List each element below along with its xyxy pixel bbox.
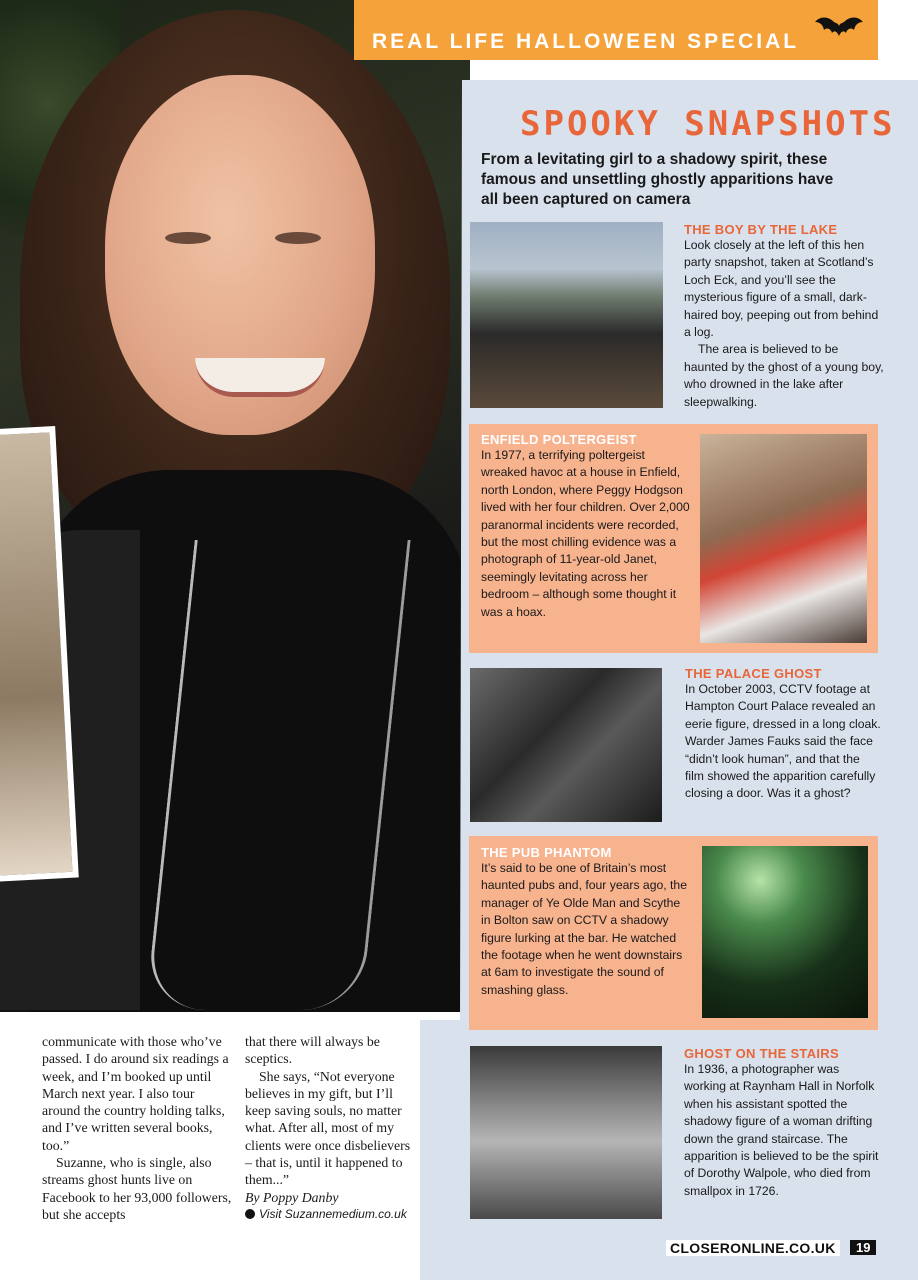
story-paragraph: The area is believed to be haunted by the ghost of a young boy, who drowned in the lake after sleepwalking. (684, 342, 884, 409)
banner-label: REAL LIFE HALLOWEEN SPECIAL (372, 30, 800, 53)
story-heading: THE BOY BY THE LAKE (684, 222, 838, 237)
byline: By Poppy Danby (245, 1189, 339, 1205)
story-heading: THE PUB PHANTOM (481, 845, 612, 860)
right-eye (275, 232, 321, 244)
story-paragraph: It’s said to be one of Britain’s most haunted pubs and, four years ago, the manager of Ye Olde Man and Scythe in Bolton saw on CCTV a shadowy figure lurking at the bar. He watched the footage when he went downstairs at 6am to investigate the sound of smashing glass. (481, 861, 687, 997)
story-heading: GHOST ON THE STAIRS (684, 1046, 839, 1061)
bat-icon (814, 10, 864, 52)
palace-photo (470, 668, 662, 822)
feature-title: SPOOKY SNAPSHOTS (520, 104, 896, 144)
story-stairs (684, 1046, 880, 1200)
smile (195, 358, 325, 397)
story-paragraph: In 1936, a photographer was working at Raynham Hall in Norfolk when his assistant spotted the shadowy figure of a woman drifting down the grand staircase. The apparition is believed to be the spirit of Dorothy Walpole, who died from smallpox in 1726. (684, 1062, 879, 1198)
enfield-photo (700, 434, 867, 643)
story-paragraph: In 1977, a terrifying poltergeist wreaked havoc at a house in Enfield, north London, where Peggy Hodgson lived with her four children. Over 2,000 paranormal incidents were recorded, but the most chilling evidence was a photograph of 11-year-old Janet, seemingly levitating across her bedroom – although some thought it was a hoax. (481, 448, 690, 619)
body-column-2 (245, 1033, 420, 1223)
visit-text: Visit Suzannemedium.co.uk (259, 1206, 407, 1221)
story-heading: THE PALACE GHOST (685, 666, 822, 681)
body-paragraph: that there will always be sceptics. (245, 1034, 380, 1067)
site-url[interactable]: CLOSERONLINE.CO.UK (666, 1240, 840, 1256)
body-paragraph: communicate with those who’ve passed. I do around six readings a week, and I’m booked up until March next year. I also tour around the country holding talks, and I’ve written several books, too.” (42, 1034, 229, 1153)
story-pub (481, 845, 693, 999)
story-enfield (481, 432, 693, 621)
stairs-photo (470, 1046, 662, 1219)
story-heading: ENFIELD POLTERGEIST (481, 432, 637, 447)
story-paragraph: In October 2003, CCTV footage at Hampton Court Palace revealed an eerie figure, dressed in a long cloak. Warder James Fauks said the face “didn’t look human”, and that the film showed the apparition carefully closing a door. Was it a ghost? (685, 682, 881, 801)
body-paragraph: Suzanne, who is single, also streams ghost hunts live on Facebook to her 93,000 followers, but she accepts (42, 1155, 232, 1222)
pub-cctv-photo (702, 846, 868, 1018)
lake-photo (470, 222, 663, 408)
body-paragraph: She says, “Not everyone believes in my gift, but I’ll keep saving souls, no matter what. After all, most of my clients were once disbelievers – that is, until it happened to them...” (245, 1068, 411, 1188)
left-eye (165, 232, 211, 244)
story-lake (684, 222, 884, 411)
story-paragraph: Look closely at the left of this hen party snapshot, taken at Scotland’s Loch Eck, and you’ll see the mysterious figure of a small, dark-haired boy, peeping out from behind a log. (684, 238, 879, 340)
visit-link[interactable] (245, 1206, 420, 1223)
body-column-1 (42, 1033, 232, 1223)
bullet-icon (245, 1209, 255, 1219)
page-number: 19 (850, 1240, 876, 1255)
feature-dek: From a levitating girl to a shadowy spirit, these famous and unsettling ghostly apparitions have all been captured on camera (481, 151, 834, 208)
story-palace (685, 666, 881, 803)
